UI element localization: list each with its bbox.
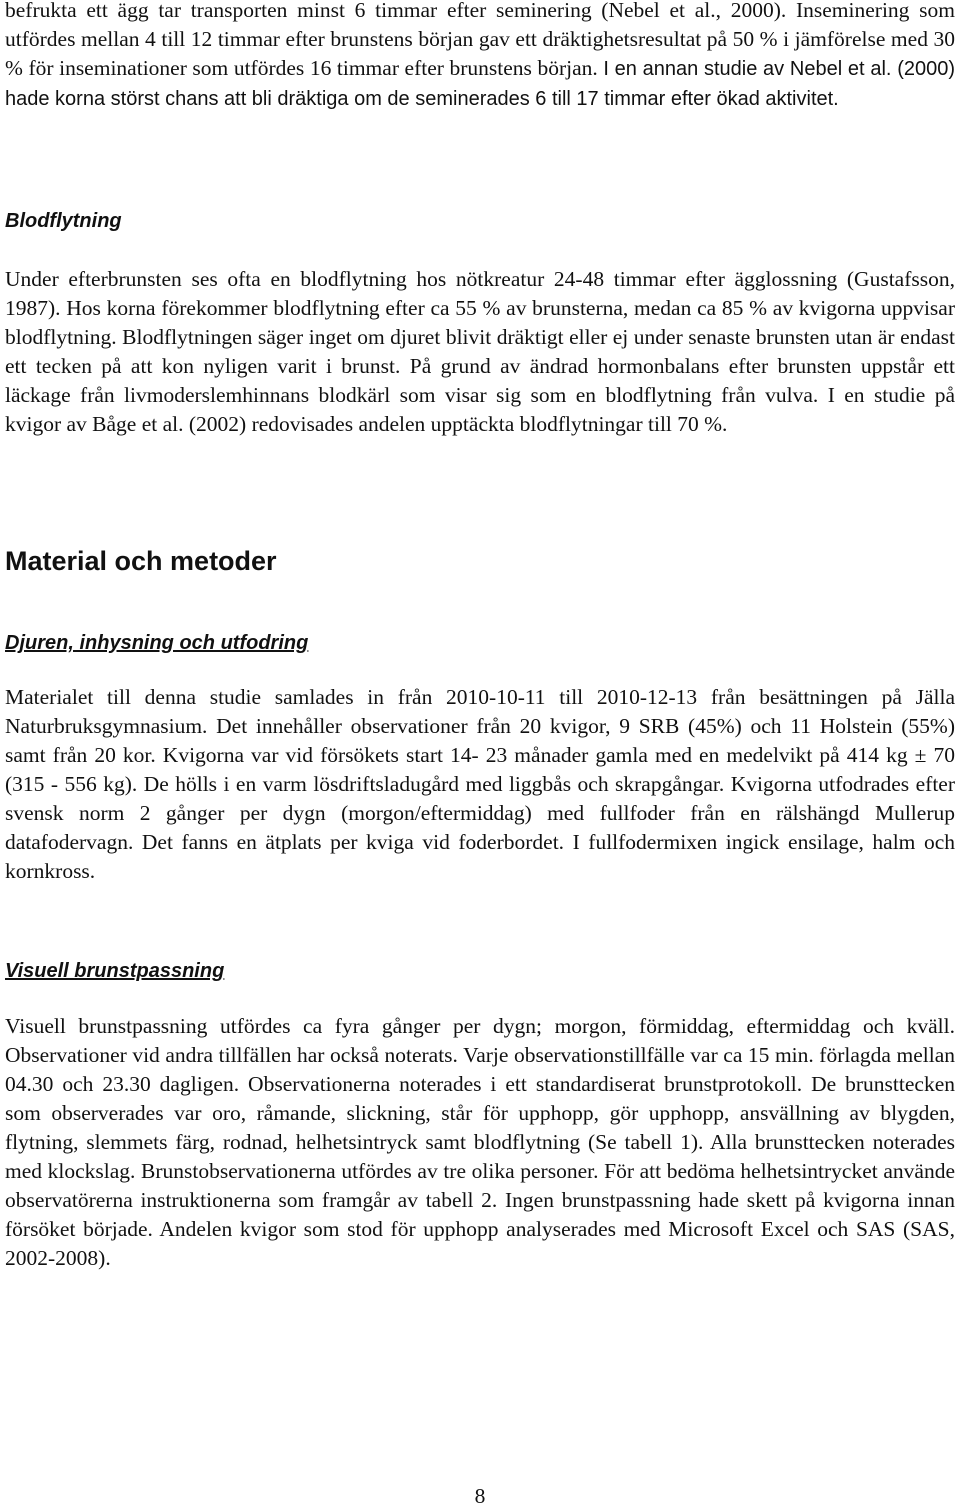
blodflytning-block xyxy=(5,265,955,439)
djuren-heading-block xyxy=(5,630,955,656)
blodflytning-heading: Blodflytning xyxy=(5,210,122,232)
material-heading: Material och metoder xyxy=(5,546,277,576)
visuell-block xyxy=(5,1012,955,1273)
intro-line2: Inseminering som utfördes mellan 4 till 12 timmar efter brunstens början gav ett dräktighetsresultat på 50 % i jämförelse med 30 % för inseminationer som utfördes 16 timmar efter brunstens början. xyxy=(5,0,955,80)
intro-paragraph xyxy=(5,0,955,114)
visuell-heading-block xyxy=(5,958,955,984)
djuren-block xyxy=(5,683,955,886)
visuell-paragraph: Visuell brunstpassning utfördes ca fyra gånger per dygn; morgon, förmiddag, eftermiddag och kväll. Observationer vid andra tillfällen har också noterats. Varje observationstillfälle var ca 15 min. förlagda mellan 04.30 och 23.30 dagligen. Observationerna noterades i ett standardiserat brunstprotokoll. De brunsttecken som observerades var oro, råmande, slickning, står för upphopp, gör upphopp, ansvällning av blygden, flytning, slemmets färg, rodnad, helhetsintryck samt blodflytning (Se tabell 1). Alla brunsttecken noterades med klockslag. Brunstobservationerna utfördes av tre olika personer. För att bedöma helhetsintrycket använde observatörerna instruktionerna som framgår av tabell 2. Ingen brunstpassning hade skett på kvigorna innan försöket började. Andelen kvigor som stod för upphopp analyserades med Microsoft Excel och SAS (SAS, 2002-2008). xyxy=(5,1014,955,1270)
page-number: 8 xyxy=(474,1484,486,1508)
djuren-paragraph: Materialet till denna studie samlades in från 2010-10-11 till 2010-12-13 från besättningen på Jälla Naturbruksgymnasium. Det innehåller observationer från 20 kvigor, 9 SRB (45%) och 11 Holstein (55%) samt från 20 kor. Kvigorna var vid försökets start 14- 23 månader gamla med en medelvikt på 414 kg ± 70 (315 - 556 kg). De hölls i en varm lösdriftsladugård med liggbås och skrapgångar. Kvigorna utfodrades efter svensk norm 2 gånger per dygn (morgon/eftermiddag) med fullfoder från en rälshängd Mullerup datafodervagn. Det fanns en ätplats per kviga vid foderbordet. I fullfodermixen ingick ensilage, halm och kornkross. xyxy=(5,685,955,883)
blodflytning-heading-block xyxy=(5,208,955,234)
djuren-heading: Djuren, inhysning och utfodring xyxy=(5,632,309,654)
blodflytning-paragraph: Under efterbrunsten ses ofta en blodflytning hos nötkreatur 24-48 timmar efter ägglossning (Gustafsson, 1987). Hos korna förekommer blodflytning efter ca 55 % av brunsterna, medan ca 85 % av kvigorna uppvisar blodflytning. Blodflytningen säger inget om djuret blivit dräktigt eller ej under senaste brunsten utan är endast ett tecken på att kon nyligen varit i brunst. På grund av ändrad hormonbalans efter brunsten uppstår ett läckage från livmoderslemhinnans blodkärl som visar sig som en blodflytning från vulva. I en studie på kvigor av Båge et al. (2002) redovisades andelen upptäckta blodflytningar till 70 %. xyxy=(5,267,955,436)
intro-line1: befrukta ett ägg tar transporten minst 6 timmar efter seminering (Nebel et al., 2000). xyxy=(5,0,787,22)
material-heading-block xyxy=(5,545,955,577)
intro-sans-part: I en annan studie av Nebel et al. (2000) hade korna störst chans att bli dräktiga om de seminerades 6 till 17 timmar efter ökad aktivitet. xyxy=(5,58,956,110)
visuell-heading: Visuell brunstpassning xyxy=(5,960,225,982)
intro-text xyxy=(5,0,955,114)
